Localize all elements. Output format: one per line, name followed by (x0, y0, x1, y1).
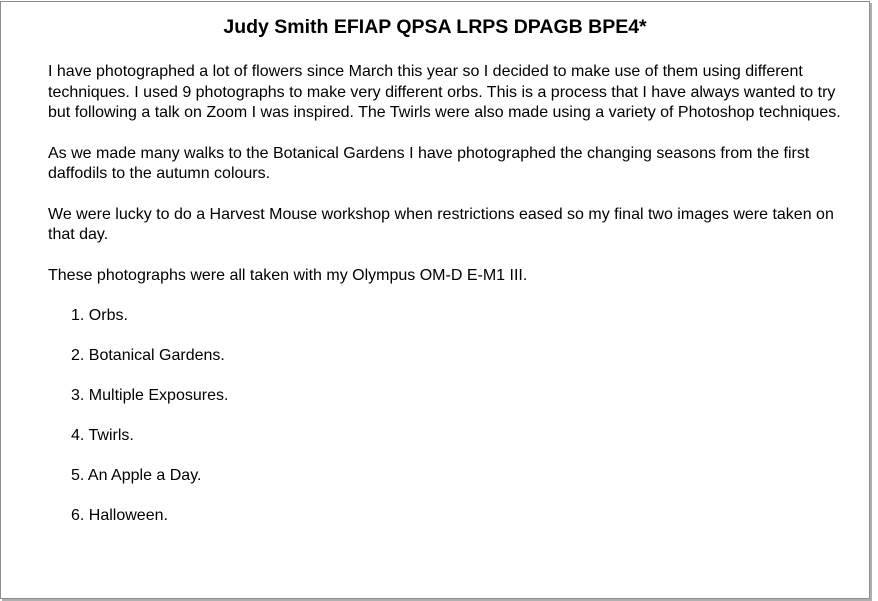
page-title: Judy Smith EFIAP QPSA LRPS DPAGB BPE4* (223, 16, 647, 38)
list-item: 1. Orbs. (71, 307, 128, 324)
paragraph-harvest-mouse: We were lucky to do a Harvest Mouse workshop when restrictions eased so my final two images were taken on that day. (48, 205, 834, 243)
paragraph-botanical: As we made many walks to the Botanical Gardens I have photographed the changing seasons from the first daffodils to the autumn colours. (48, 144, 810, 182)
document-body (48, 62, 848, 546)
paragraph-camera: These photographs were all taken with my Olympus OM-D E-M1 III. (48, 266, 528, 284)
paragraph-flowers: I have photographed a lot of flowers since March this year so I decided to make use of them using different techniques. I used 9 photographs to make very different orbs. This is a process that I have always wanted to try but following a talk on Zoom I was inspired. The Twirls were also made using a variety of Photoshop techniques. (48, 63, 841, 121)
list-item: 5. An Apple a Day. (71, 467, 202, 484)
list-item: 2. Botanical Gardens. (71, 347, 225, 364)
list-item: 6. Halloween. (71, 507, 168, 524)
list-item: 3. Multiple Exposures. (71, 387, 229, 404)
document-page (0, 1, 870, 599)
image-list (48, 306, 848, 527)
list-item: 4. Twirls. (71, 427, 134, 444)
